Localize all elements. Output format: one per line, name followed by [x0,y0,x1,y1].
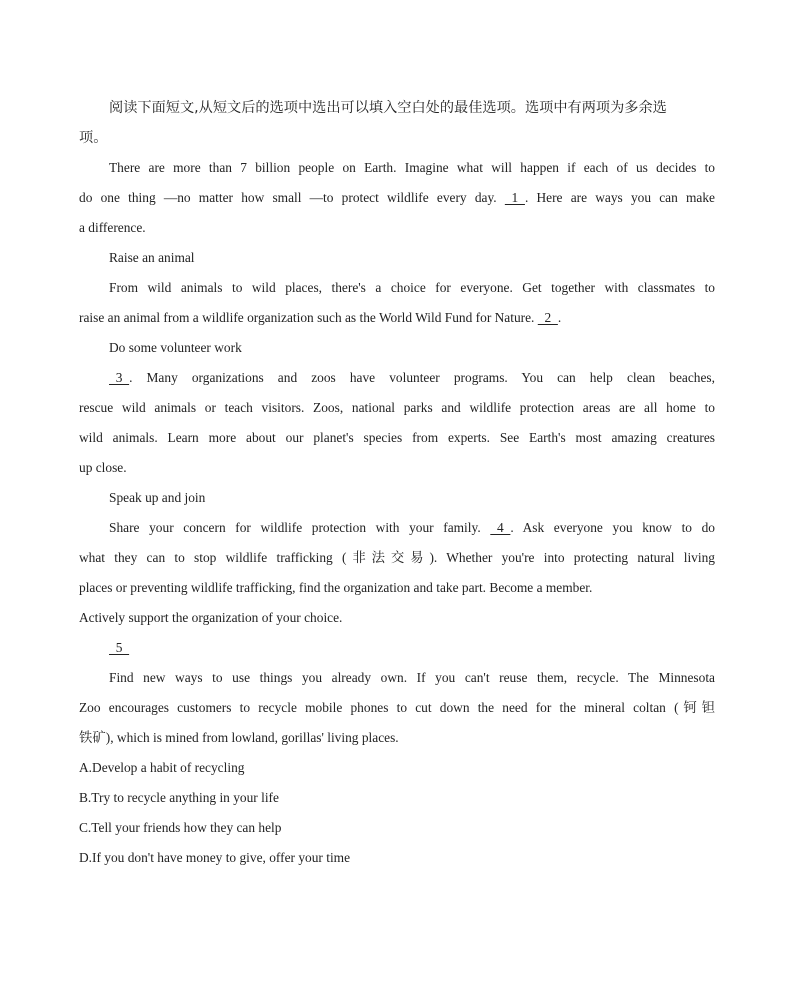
option-d: D.If you don't have money to give, offer your time [79,850,351,865]
paragraph-5-line-2: Zoo encourages customers to recycle mobile phones to cut down the need for the mineral coltan (钶钽 [79,700,715,715]
paragraph-3-line-4: up close. [79,460,127,475]
blank-3: 3 [109,370,130,385]
instruction-line-2: 项。 [79,130,108,146]
heading-blank-5 [79,633,715,663]
paragraph-4-line-1 [79,513,715,543]
blank-5: 5 [109,640,130,655]
instruction-line-1: 阅读下面短文,从短文后的选项中选出可以填入空白处的最佳选项。选项中有两项为多余选 [109,100,667,116]
paragraph-1-text-b: . Here are ways you can make [524,190,715,205]
paragraph-1-line-3: a difference. [79,220,146,235]
paragraph-2-text-b: . [557,310,562,325]
paragraph-4-line-3: places or preventing wildlife trafficking, find the organization and take part. Become a member. [79,580,593,595]
paragraph-5-line-3: 铁矿), which is mined from lowland, gorillas' living places. [79,730,399,745]
heading-speak-up-and-join: Speak up and join [109,490,206,505]
paragraph-4-text-b: . Ask everyone you know to do [510,520,715,535]
paragraph-2-line-2 [79,303,715,333]
document-page [79,93,715,873]
paragraph-4-text-a: Share your concern for wildlife protection with your family. [109,520,481,535]
blank-2: 2 [537,310,558,325]
option-c: C.Tell your friends how they can help [79,820,282,835]
paragraph-2-line-1: From wild animals to wild places, there's a choice for everyone. Get together with classmates to [109,280,715,295]
paragraph-2-text-a: raise an animal from a wildlife organization such as the World Wild Fund for Nature. [79,310,535,325]
option-a: A.Develop a habit of recycling [79,760,245,775]
paragraph-3-line-1 [79,363,715,393]
paragraph-4-line-2: what they can to stop wildlife trafficking (非法交易). Whether you're into protecting natural living [79,550,715,565]
option-b: B.Try to recycle anything in your life [79,790,279,805]
blank-4: 4 [490,520,511,535]
paragraph-3-line-3: wild animals. Learn more about our planet's species from experts. See Earth's most amazing creatures [79,430,715,445]
paragraph-1-line-2 [79,183,715,213]
heading-volunteer-work: Do some volunteer work [109,340,242,355]
paragraph-3-line-2: rescue wild animals or teach visitors. Zoos, national parks and wildlife protection areas are all home to [79,400,715,415]
paragraph-3-text-a: . Many organizations and zoos have volunteer programs. You can help clean beaches, [129,370,715,385]
paragraph-5-line-1: Find new ways to use things you already own. If you can't reuse them, recycle. The Minnesota [109,670,715,685]
blank-1: 1 [504,190,525,205]
heading-raise-an-animal: Raise an animal [109,250,195,265]
paragraph-4-line-4: Actively support the organization of your choice. [79,610,343,625]
paragraph-1-line-1: There are more than 7 billion people on Earth. Imagine what will happen if each of us decides to [109,160,715,175]
paragraph-1-text-a: do one thing —no matter how small —to protect wildlife every day. [79,190,497,205]
